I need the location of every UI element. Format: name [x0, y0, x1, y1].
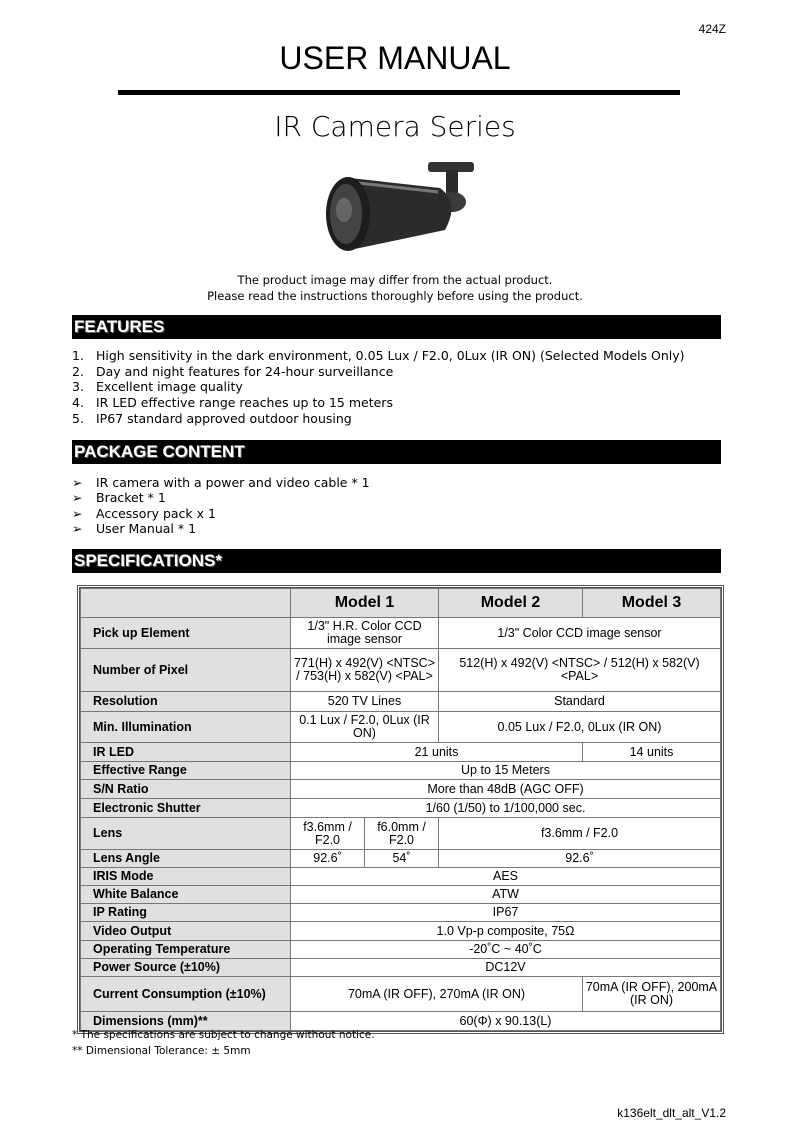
- page-title: USER MANUAL: [279, 40, 511, 76]
- camera-product-image: [310, 158, 482, 263]
- list-item: ➢ Bracket * 1: [72, 490, 166, 506]
- arrow-bullet-icon: ➢: [72, 505, 83, 521]
- arrow-bullet-icon: ➢: [72, 475, 83, 490]
- table-row: IR LED 21 units 14 units: [81, 743, 721, 762]
- table-row: Lens Angle 92.6˚ 54˚ 92.6˚: [81, 850, 721, 868]
- title-divider: [118, 90, 680, 95]
- footnote-tolerance: ** Dimensional Tolerance: ± 5mm: [72, 1045, 251, 1057]
- table-row: Power Source (±10%) DC12V: [81, 959, 721, 977]
- version-label: k136elt_dlt_alt_V1.2: [617, 1106, 726, 1120]
- arrow-bullet-icon: ➢: [72, 490, 83, 506]
- table-row: S/N Ratio More than 48dB (AGC OFF): [81, 780, 721, 799]
- table-row: Current Consumption (±10%) 70mA (IR OFF), 270mA (IR ON) 70mA (IR OFF), 200mA (IR ON): [81, 977, 721, 1012]
- table-row: Dimensions (mm)** 60(Φ) x 90.13(L): [81, 1012, 721, 1031]
- table-row: Number of Pixel 771(H) x 492(V) <NTSC> / 753(H) x 582(V) <PAL> 512(H) x 492(V) <NTSC> / 512(H) x 582(V) <PAL>: [81, 649, 721, 692]
- list-item: 4. IR LED effective range reaches up to 15 meters: [72, 395, 393, 411]
- list-item: ➢ User Manual * 1: [72, 521, 197, 537]
- footnote-specs: * The specifications are subject to change without notice.: [72, 1029, 375, 1041]
- list-item: 3. Excellent image quality: [72, 379, 243, 395]
- page-subtitle: IR Camera Series: [274, 110, 516, 143]
- table-header-row: Model 1 Model 2 Model 3: [81, 589, 721, 618]
- table-row: Video Output 1.0 Vp-p composite, 75Ω: [81, 922, 721, 941]
- list-item: 1. High sensitivity in the dark environment, 0.05 Lux / F2.0, 0Lux (IR ON) (Selected Models Only): [72, 348, 685, 363]
- package-heading: PACKAGE CONTENT: [72, 440, 721, 464]
- product-image-note: The product image may differ from the actual product.: [237, 273, 553, 287]
- table-row: Lens f3.6mm / F2.0 f6.0mm / F2.0 f3.6mm / F2.0: [81, 818, 721, 850]
- list-item: 5. IP67 standard approved outdoor housing: [72, 410, 352, 426]
- features-heading: FEATURES: [72, 315, 721, 339]
- specifications-heading: SPECIFICATIONS*: [72, 549, 721, 573]
- table-row: Resolution 520 TV Lines Standard: [81, 692, 721, 712]
- table-row: Pick up Element 1/3" H.R. Color CCD image sensor 1/3" Color CCD image sensor: [81, 618, 721, 649]
- table-row: Operating Temperature -20˚C ~ 40˚C: [81, 941, 721, 959]
- list-item: ➢ IR camera with a power and video cable * 1: [72, 475, 370, 490]
- list-item: ➢ Accessory pack x 1: [72, 505, 216, 521]
- table-row: Min. Illumination 0.1 Lux / F2.0, 0Lux (IR ON) 0.05 Lux / F2.0, 0Lux (IR ON): [81, 712, 721, 743]
- list-item: 2. Day and night features for 24-hour surveillance: [72, 363, 394, 379]
- table-row: IRIS Mode AES: [81, 868, 721, 886]
- document-code: 424Z: [698, 22, 726, 36]
- table-row: Effective Range Up to 15 Meters: [81, 762, 721, 780]
- table-row: Electronic Shutter 1/60 (1/50) to 1/100,000 sec.: [81, 799, 721, 818]
- features-list: [72, 348, 685, 427]
- instructions-note: Please read the instructions thoroughly before using the product.: [207, 289, 583, 303]
- specifications-table: [77, 585, 724, 1034]
- table-row: White Balance ATW: [81, 886, 721, 904]
- table-row: IP Rating IP67: [81, 904, 721, 922]
- arrow-bullet-icon: ➢: [72, 521, 83, 537]
- package-list: [72, 475, 370, 537]
